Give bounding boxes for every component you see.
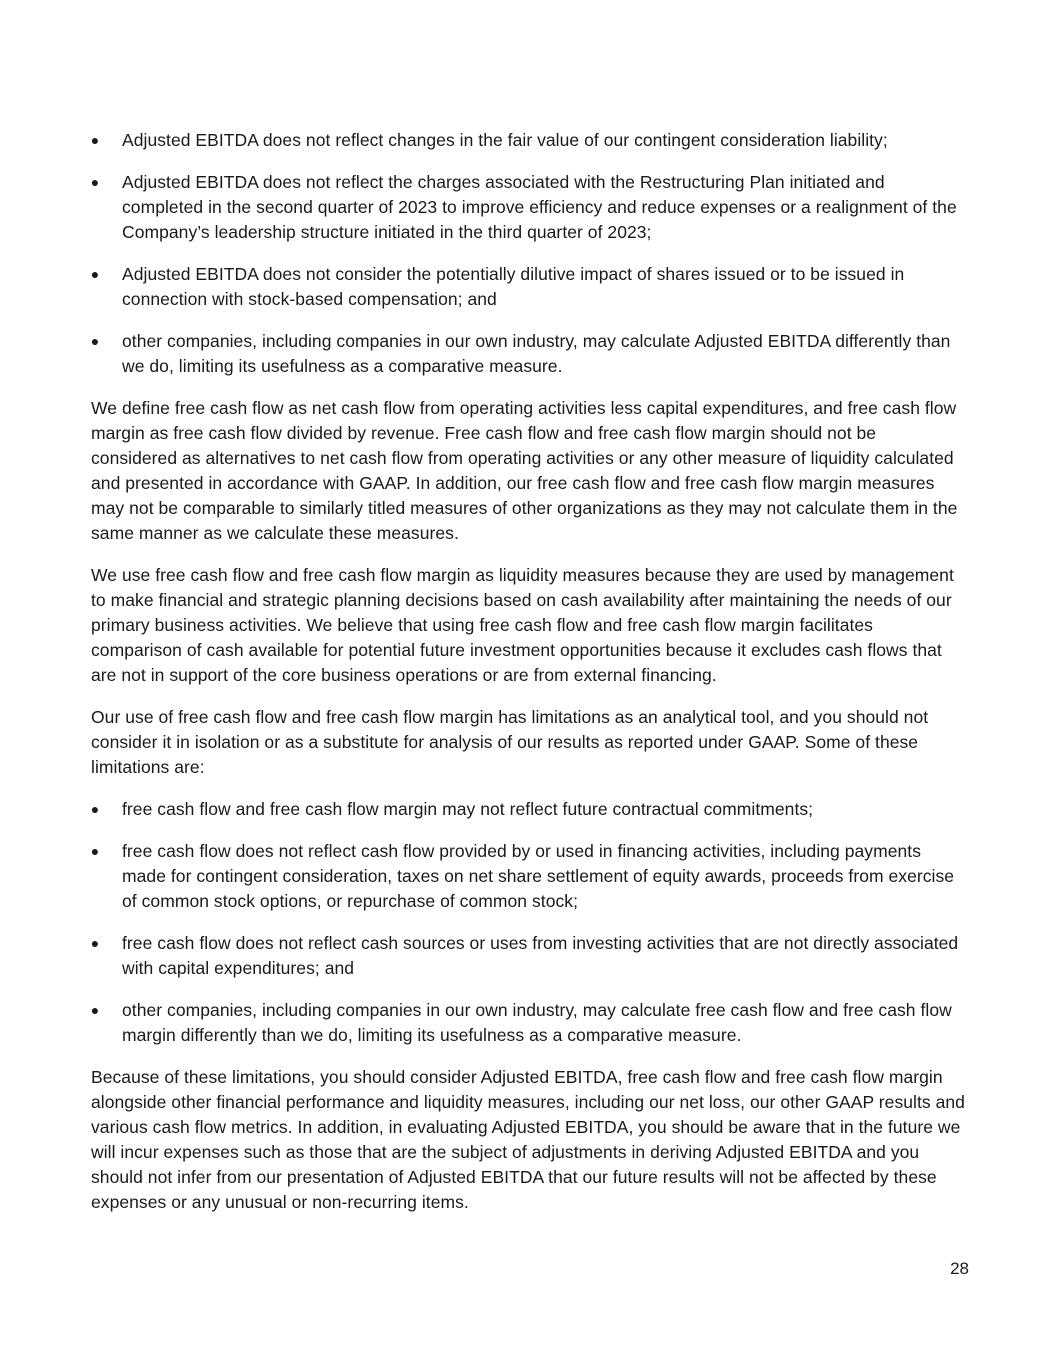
- free-cash-flow-limitations-list: [91, 797, 966, 1048]
- bullet-icon: ●: [90, 266, 100, 282]
- list-item: [91, 839, 966, 914]
- bullet-icon: ●: [90, 843, 100, 859]
- page-number: 28: [950, 1259, 969, 1278]
- list-item-text: free cash flow does not reflect cash sources or uses from investing activities that are not directly associated with capital expenditures; and: [122, 933, 959, 978]
- page-body: [91, 128, 966, 1232]
- bullet-icon: ●: [90, 1002, 100, 1018]
- list-item: [91, 931, 966, 981]
- bullet-icon: ●: [90, 801, 100, 817]
- list-item-text: other companies, including companies in our own industry, may calculate Adjusted EBITDA differently than we do, limiting its usefulness as a comparative measure.: [122, 331, 951, 376]
- free-cash-flow-limitations-intro-paragraph: Our use of free cash flow and free cash flow margin has limitations as an analytical tool, and you should not consider it in isolation or as a substitute for analysis of our results as reported under GAAP. Some of these limitations are:: [91, 707, 929, 777]
- conclusion-paragraph: Because of these limitations, you should consider Adjusted EBITDA, free cash flow and free cash flow margin alongside other financial performance and liquidity measures, including our net loss, our other GAAP results and various cash flow metrics. In addition, in evaluating Adjusted EBITDA, you should be aware that in the future we will incur expenses such as those that are the subject of adjustments in deriving Adjusted EBITDA and you should not infer from our presentation of Adjusted EBITDA that our future results will not be affected by these expenses or any unusual or non-recurring items.: [91, 1067, 965, 1212]
- bullet-icon: ●: [90, 132, 100, 148]
- list-item: [91, 998, 966, 1048]
- list-item: [91, 262, 966, 312]
- bullet-icon: ●: [90, 174, 100, 190]
- free-cash-flow-definition-paragraph: We define free cash flow as net cash flow from operating activities less capital expenditures, and free cash flow margin as free cash flow divided by revenue. Free cash flow and free cash flow margin should not be considered as alternatives to net cash flow from operating activities or any other measure of liquidity calculated and presented in accordance with GAAP. In addition, our free cash flow and free cash flow margin measures may not be comparable to similarly titled measures of other organizations as they may not calculate them in the same manner as we calculate these measures.: [91, 398, 958, 543]
- list-item: [91, 170, 966, 245]
- list-item: [91, 797, 966, 822]
- adjusted-ebitda-limitations-list: [91, 128, 966, 379]
- list-item-text: Adjusted EBITDA does not consider the potentially dilutive impact of shares issued or to be issued in connection with stock-based compensation; and: [122, 264, 905, 309]
- bullet-icon: ●: [90, 333, 100, 349]
- list-item: [91, 329, 966, 379]
- list-item-text: free cash flow and free cash flow margin may not reflect future contractual commitments;: [122, 799, 814, 819]
- bullet-icon: ●: [90, 935, 100, 951]
- list-item: [91, 128, 966, 153]
- list-item-text: free cash flow does not reflect cash flow provided by or used in financing activities, including payments made for contingent consideration, taxes on net share settlement of equity awards, proceeds from exercise of common stock options, or repurchase of common stock;: [122, 841, 955, 911]
- list-item-text: Adjusted EBITDA does not reflect the charges associated with the Restructuring Plan initiated and completed in the second quarter of 2023 to improve efficiency and reduce expenses or a realignment of the Company’s leadership structure initiated in the third quarter of 2023;: [122, 172, 957, 242]
- free-cash-flow-usage-paragraph: We use free cash flow and free cash flow margin as liquidity measures because they are used by management to make financial and strategic planning decisions based on cash availability after maintaining the needs of our primary business activities. We believe that using free cash flow and free cash flow margin facilitates comparison of cash available for potential future investment opportunities because it excludes cash flows that are not in support of the core business operations or are from external financing.: [91, 565, 954, 685]
- list-item-text: other companies, including companies in our own industry, may calculate free cash flow and free cash flow margin differently than we do, limiting its usefulness as a comparative measure.: [122, 1000, 952, 1045]
- list-item-text: Adjusted EBITDA does not reflect changes in the fair value of our contingent consideration liability;: [122, 130, 888, 150]
